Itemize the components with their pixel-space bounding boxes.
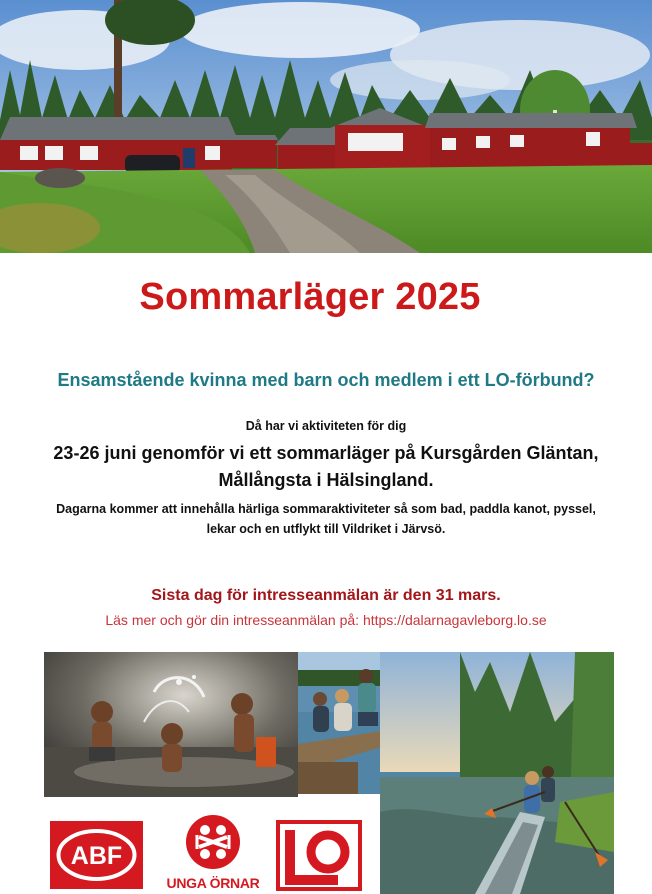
intro-text: Då har vi aktiviteten för dig (245, 419, 407, 433)
activities-paragraph (30, 499, 622, 539)
hero-photo (0, 0, 652, 253)
dates-paragraph (30, 440, 622, 494)
unga-ornar-text: UNGA ÖRNAR (166, 875, 260, 891)
dates-line-2: Mållångsta i Hälsingland. (218, 470, 434, 490)
abf-logo[interactable] (50, 821, 143, 889)
signup-link-text[interactable]: Läs mer och gör din intresseanmälan på: https://dalarnagavleborg.lo.se (105, 612, 547, 628)
activities-line-2: lekar och en utflykt till Vildriket i Järvsö. (206, 522, 446, 536)
dates-line-1: 23-26 juni genomför vi ett sommarläger på Kursgården Gläntan, (53, 443, 599, 463)
page-title: Sommarläger 2025 (139, 276, 481, 318)
kids-splashing-photo (44, 652, 298, 797)
activities-line-1: Dagarna kommer att innehålla härliga sommaraktiviteter så som bad, paddla kanot, pyssel, (56, 502, 596, 516)
abf-logo-text: ABF (70, 842, 123, 870)
unga-ornar-logo[interactable] (163, 815, 263, 891)
subtitle: Ensamstående kvinna med barn och medlem i ett LO-förbund? (57, 370, 595, 390)
partner-logos (44, 797, 380, 894)
deadline-text: Sista dag för intresseanmälan är den 31 mars. (151, 587, 501, 604)
canoe-photo (380, 652, 614, 894)
lo-logo[interactable] (276, 820, 362, 891)
